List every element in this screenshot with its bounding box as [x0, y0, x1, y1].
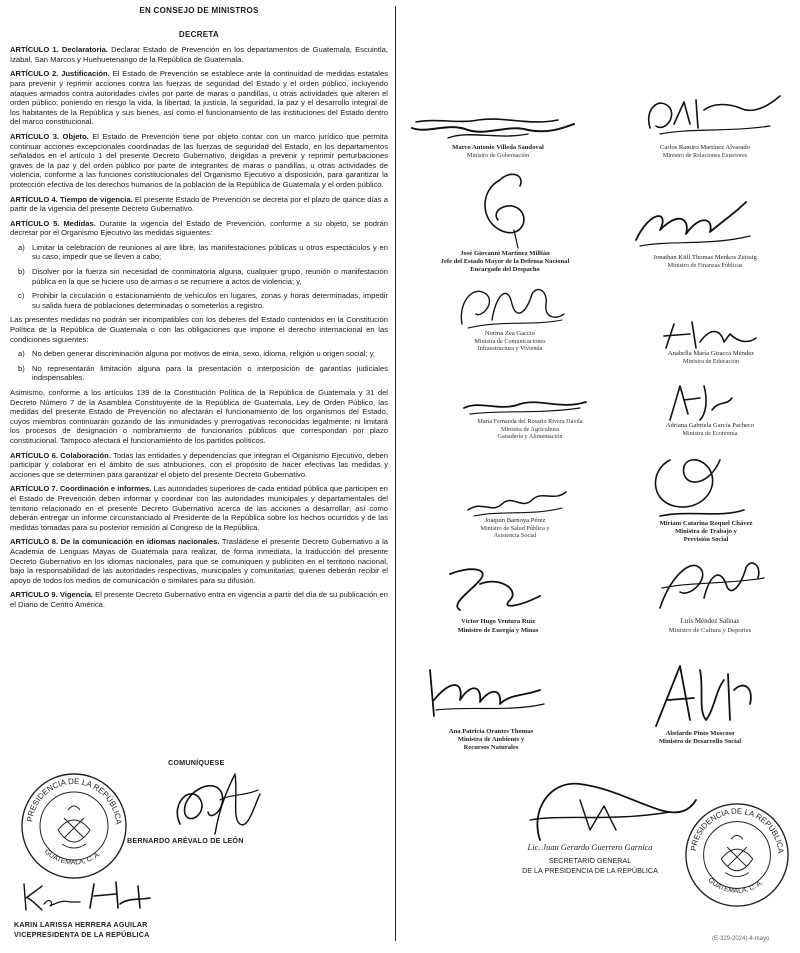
minister-role: Ministra de Comunicaciones — [474, 338, 546, 345]
minister-role-2: Asistencia Social — [493, 532, 537, 539]
article-7-title: ARTÍCULO 7. Coordinación e informes. — [10, 484, 152, 494]
minister-role-2: Infraestructura y Vivienda — [477, 345, 543, 352]
article-3 — [10, 132, 388, 190]
measures-list — [10, 243, 388, 311]
minister-role-2: Ganadería y Alimentación — [497, 433, 563, 440]
minister-role: Ministro de Gobernación — [466, 152, 530, 159]
list-text: Limitar la celebración de reuniones al aire libre, las manifestaciones públicas u otros espectáculos y en su caso, impedir que se lleven a cabo; — [32, 242, 388, 262]
minister-name: José Giovanni Martínez Millián — [460, 250, 550, 257]
minister-name: Marco Antonio Villeda Sandoval — [452, 144, 544, 151]
council-heading: EN CONSEJO DE MINISTROS — [139, 6, 259, 15]
seal-top-text: PRESIDENCIA DE LA REPÚBLICA — [688, 806, 786, 854]
secretary-role: SECRETARIO GENERAL — [548, 856, 632, 865]
minister-role: Ministro de Relaciones Exteriores — [662, 152, 748, 159]
seal-top-text: PRESIDENCIA DE LA REPÚBLICA — [25, 776, 124, 825]
signature-finanzas — [630, 190, 760, 256]
list-letter: b) — [18, 363, 25, 373]
vicepresident-signature — [20, 878, 160, 914]
list-text: No deben generar discriminación alguna por motivos de etnia, sexo, idioma, religión u origen social; y, — [32, 349, 376, 359]
presidency-seal-right — [682, 800, 792, 910]
article-9 — [10, 590, 388, 609]
article-4-title: ARTÍCULO 4. Tiempo de vigencia. — [10, 194, 133, 204]
signature-agricultura — [460, 394, 590, 418]
vicepresident-role: VICEPRESIDENTA DE LA REPÚBLICA — [14, 930, 150, 939]
minister-name: Anabella María Giracca Méndez — [667, 350, 755, 357]
list-item — [10, 364, 388, 383]
secretary-role-2: DE LA PRESIDENCIA DE LA REPÚBLICA — [522, 866, 658, 875]
article-7-body: Las autoridades superiores de cada entidad pública que participen en el Estado de Prevención deben informar y coordinar con las autoridades municipales y departamentales del territorio relacionado en el presente Decreto Gubernativo acerca de las acciones a desarrollar; así como deberán entregar un informe circunstanciado al Presidente de la República sobre los hechos ocurridos y de las medidas tomadas para su posterior remisión al Congreso de la República. — [10, 484, 389, 532]
list-item — [10, 267, 388, 286]
article-5-body: Durante la vigencia del Estado de Prevención, conforme a su objeto, se podrán decretar por el Organismo Ejecutivo las medidas siguientes: — [10, 218, 388, 238]
article-5-title: ARTÍCULO 5. Medidas. — [10, 218, 96, 228]
signature-educacion — [660, 318, 760, 354]
minister-role: Ministra de Economía — [682, 430, 738, 437]
decree-text-column — [10, 6, 388, 614]
president-signature — [160, 764, 270, 844]
article-1-title: ARTÍCULO 1. Declaratoria. — [10, 45, 108, 55]
minister-name: Adriana Gabriela García Pacheco — [665, 422, 755, 429]
signature-defensa — [470, 160, 570, 250]
signature-comunicaciones — [452, 274, 572, 334]
decree-heading: DECRETA — [178, 29, 220, 39]
list-text: Disolver por la fuerza sin necesidad de conminatoria alguna, cualquier grupo, reunión o manifestación pública en la que se hiciere uso de armas o se recurriere a actos de violencia; y, — [32, 267, 388, 286]
seal-bottom-text: GUATEMALA, C. A. — [706, 876, 765, 895]
signature-desarrollo-social — [650, 660, 760, 732]
minister-role-2: Previsión Social — [683, 536, 729, 543]
minister-role: Ministro de Energía y Minas — [457, 627, 539, 634]
article-8-body: Trasládese el presente Decreto Gubernativo a la Academia de Lenguas Mayas de Guatemala para realizar, de forma inmediata, la traducción del presente Decreto Gubernativo en los idiomas nacionales, para que se comuniquen y publiciten en el territorio nacional, bajo la responsabilidad de las autoridades respectivas, municipales y comunitarias, quienes deberán recibir el apoyo de todos los medios de comunicación o similares para su difusión. — [10, 537, 388, 585]
minister-role: Ministra de Trabajo y — [675, 528, 737, 535]
signature-trabajo — [640, 440, 750, 524]
minister-role: Ministra de Agricultura — [500, 426, 560, 433]
article-3-title: ARTÍCULO 3. Objeto. — [10, 131, 89, 141]
minister-role: Jefe del Estado Mayor de la Defensa Nacional — [440, 258, 570, 265]
article-1 — [10, 45, 388, 64]
article-4-body: El presente Estado de Prevención se decreta por el plazo de quince días a partir de la vigencia del presente Decreto Gubernativo. — [10, 194, 388, 214]
svg-text:PRESIDENCIA DE LA REPÚBLICA — [25, 777, 123, 826]
presidency-seal-left — [18, 770, 130, 882]
list-item — [10, 349, 388, 359]
secretary-signature — [520, 770, 700, 850]
minister-role: Ministra de Educación — [682, 358, 739, 365]
minister-name: María Fernanda del Rosario Rivera Dávila — [477, 418, 583, 425]
secretary-name: Lic. Juan Gerardo Guerrero Garnica — [527, 843, 653, 852]
minister-role: Ministra de Ambiente y — [457, 736, 525, 743]
article-2-title: ARTÍCULO 2. Justificación. — [10, 69, 110, 79]
minister-name: Miriam Catarina Roquel Chávez — [659, 520, 753, 527]
article-6-title: ARTÍCULO 6. Colaboración. — [10, 450, 111, 460]
list-letter: b) — [18, 267, 25, 277]
signature-energia — [440, 560, 550, 616]
list-letter: a) — [18, 242, 25, 252]
svg-text:GUATEMALA, C. A. — [706, 877, 764, 895]
minister-role-2: Recursos Naturales — [463, 744, 519, 751]
seal-bottom-text: GUATEMALA, C. A. — [42, 848, 103, 867]
article-8-title: ARTÍCULO 8. De la comunicación en idiomas nacionales. — [10, 537, 220, 547]
minister-name: Carlos Ramiro Martínez Alvarado — [660, 144, 750, 151]
signature-ambiente — [420, 660, 550, 722]
svg-text:PRESIDENCIA DE LA REPÚBLICA — [689, 807, 785, 855]
minister-role: Ministro de Finanzas Públicas — [667, 262, 743, 269]
list-item — [10, 243, 388, 262]
list-letter: a) — [18, 349, 25, 359]
conditions-intro: Las presentes medidas no podrán ser incompatibles con los deberes del Estado contenidos en la Constitución Política de la República de Guatemala o con las obligaciones que impone el derecho internacional en las condiciones siguientes: — [10, 315, 388, 344]
vicepresident-name: KARIN LARISSA HERRERA AGUILAR — [14, 920, 148, 929]
minister-name: Norma Zea Gaccio — [484, 330, 536, 337]
conditions-list — [10, 349, 388, 383]
minister-role: Ministro de Cultura y Deportes — [668, 627, 752, 634]
minister-role: Ministro de Desarrollo Social — [658, 738, 742, 745]
minister-name: Víctor Hugo Ventura Ruiz — [460, 618, 536, 625]
column-divider — [395, 6, 396, 941]
signature-cultura — [650, 548, 770, 618]
asimismo-paragraph: Asimismo, conforme a los artículos 139 de la Constitución Política de la República de Guatemala y 31 del Decreto Número 7 de la Asamblea Constituyente de la República de Guatemala, Ley de Orden Público, las medidas del presente Estado de Prevención no afectarán el funcionamiento de los organismos del Estado, cuyos miembros continuarán gozando de las inmunidades y prerrogativas reconocidas legalmente; ni limitará los procesos de designación o nombramiento de funcionarios públicos que correspondan por plazo constitucional. Tampoco afectará el funcionamiento de los partidos políticos. — [10, 388, 388, 445]
article-4 — [10, 195, 388, 214]
article-1-body: Declarar Estado de Prevención en los departamentos de Guatemala, Escuintla, Izabal, San Marcos y Huehuetenango de la República de Guatemala. — [10, 45, 389, 64]
comuniquese-label: COMUNÍQUESE — [168, 758, 225, 767]
list-text: Prohibir la circulación o estacionamiento de vehículos en lugares, zonas y horas determinadas, impedir su salida fuera de poblaciones determinadas o someterlos a registro. — [32, 291, 388, 310]
list-text: No representarán limitación alguna para la presentación o interposición de garantías judiciales indispensables. — [32, 363, 388, 383]
article-2-body: El Estado de Prevención se establece ante la continuidad de medidas estatales para prevenir y reprimir acciones contra las fuerzas de seguridad del Estado y el orden público, incluyendo ataques armados contra autoridades civiles por parte de maras o pandillas, u otras actividades que alteren el orden público; poniendo en riesgo la vida, la libertad, la justicia, la seguridad, la paz y el desarrollo integral de los habitantes de la República y sus bienes, así como el funcionamiento de las instituciones del Estado dentro del marco constitucional. — [10, 69, 388, 127]
article-7 — [10, 484, 388, 532]
article-2 — [10, 69, 388, 127]
minister-name: Joaquín Barnoya Pérez — [484, 517, 546, 524]
article-5 — [10, 219, 388, 238]
signature-economia — [660, 380, 740, 424]
minister-name: Ana Patricia Orantes Thomas — [448, 728, 534, 735]
minister-role: Ministro de Salud Pública y — [480, 525, 550, 532]
list-item — [10, 291, 388, 310]
minister-role-2: Encargado del Despacho — [470, 266, 540, 273]
minister-name: Luis Méndez Salinas — [680, 617, 740, 625]
list-letter: c) — [18, 291, 25, 301]
article-9-body: El presente Decreto Gubernativo entra en vigencia a partir del día de su publicación en el Diario de Centro América. — [10, 590, 388, 609]
signature-salud — [462, 480, 572, 520]
article-3-body: El Estado de Prevención tiene por objeto contar con un marco jurídico que permita continuar acciones excepcionales coordinadas de las fuerzas de seguridad del Estado, en los departamentos señalados en el artículo 1 del presente Decreto Gubernativo, dirigidas a prevenir y reprimir perturbaciones graves de la paz y del orden público por parte de integrantes de maras o pandillas, u otras actividades de violencia, conforme a las funciones constitucionales del Organismo Ejecutivo a disposición, para garantizar la protección efectiva de los derechos humanos de la población de la República de Guatemala y el orden público. — [10, 131, 388, 189]
article-6-body: Todas las entidades y dependencias que integran el Organismo Ejecutivo, deben participar y colaborar en el ámbito de sus atribuciones, con el propósito de hacer efectivas las medidas y acciones que se determinen para garantizar el objeto del presente Decreto Gubernativo. — [10, 450, 389, 479]
article-9-title: ARTÍCULO 9. Vigencia. — [10, 590, 94, 600]
article-8 — [10, 537, 388, 585]
footer-code: (E-329-2024)-4-mayo — [712, 936, 770, 942]
minister-name: Jonathan Kiill Thomas Menkos Zeissig — [653, 254, 757, 261]
signature-relaciones-exteriores — [640, 88, 790, 146]
minister-name: Abelardo Pinto Moscoso — [665, 730, 735, 737]
signature-gobernacion — [408, 94, 578, 146]
president-name: BERNARDO ARÉVALO DE LEÓN — [127, 836, 244, 845]
svg-text:GUATEMALA, C. A. — [43, 848, 102, 866]
article-6 — [10, 451, 388, 480]
